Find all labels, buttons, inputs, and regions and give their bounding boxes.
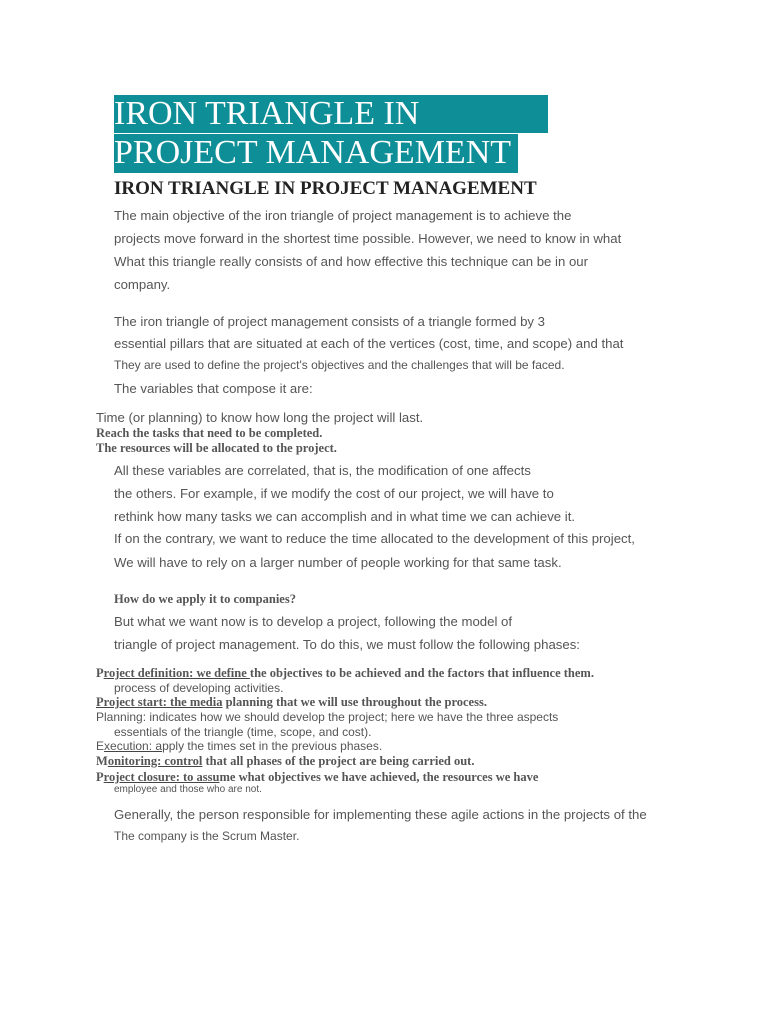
closing-line: Generally, the person responsible for implementing these agile actions in the projects of the	[114, 807, 647, 822]
correlated-line: the others. For example, if we modify the cost of our project, we will have to	[114, 486, 554, 501]
phase-text: E	[96, 739, 105, 753]
phase-text: M	[96, 754, 108, 768]
correlated-line: If on the contrary, we want to reduce the time allocated to the development of this project,	[114, 531, 635, 546]
variable-item-resources	[92, 441, 337, 456]
title-line-2: PROJECT MANAGEMENT	[114, 134, 518, 173]
phase-text: planning that we will use throughout the process.	[222, 695, 487, 709]
phase-text: the objectives to be achieved and the factors that influence them.	[249, 666, 594, 680]
phase-monitoring	[92, 754, 474, 769]
phase-text: Project start: the media	[96, 695, 223, 709]
correlated-line: We will have to rely on a larger number of people working for that same task.	[114, 555, 562, 570]
variable-item-time	[92, 410, 423, 425]
variable-text: Reach the tasks that need to be completed.	[96, 426, 323, 440]
correlated-line: All these variables are correlated, that is, the modification of one affects	[114, 463, 531, 478]
phase-text: onitoring: control	[107, 754, 203, 768]
phase-closure	[92, 770, 538, 785]
pillars-line: The iron triangle of project management consists of a triangle formed by 3	[114, 314, 546, 329]
correlated-line: rethink how many tasks we can accomplish and in what time we can achieve it.	[114, 509, 576, 524]
phase-execution	[92, 739, 382, 753]
apply-line: triangle of project management. To do this, we must follow the following phases:	[114, 637, 580, 652]
phase-closure-cont: employee and those who are not.	[114, 784, 262, 795]
phase-text: P	[96, 666, 104, 680]
pillars-line: The variables that compose it are:	[114, 381, 313, 396]
title-line-1: IRON TRIANGLE IN	[114, 95, 548, 133]
phase-text: that all phases of the project are being carried out.	[202, 754, 475, 768]
phase-definition-cont: process of developing activities.	[114, 681, 284, 695]
intro-line: What this triangle really consists of and how effective this technique can be in our	[114, 254, 589, 269]
phase-definition	[92, 666, 594, 681]
phase-text: Planning: indicates how we should develop the project; here we have the three aspects	[96, 710, 559, 724]
variable-item-reach	[92, 426, 322, 441]
closing-line: The company is the Scrum Master.	[114, 829, 300, 843]
phase-text: pply the times set in the previous phases.	[162, 739, 383, 753]
intro-line: projects move forward in the shortest time possible. However, we need to know in what	[114, 231, 622, 246]
apply-heading: How do we apply it to companies?	[114, 592, 296, 606]
phase-text: roject definition: we define	[103, 666, 250, 680]
intro-line: The main objective of the iron triangle of project management is to achieve the	[114, 208, 572, 223]
phase-planning-cont: essentials of the triangle (time, scope, and cost).	[114, 725, 372, 739]
phase-start	[92, 695, 487, 710]
intro-line: company.	[114, 277, 171, 292]
variable-text: The resources will be allocated to the project.	[96, 441, 337, 455]
pillars-line: They are used to define the project's objectives and the challenges that will be faced.	[114, 358, 565, 372]
apply-line: But what we want now is to develop a project, following the model of	[114, 614, 513, 629]
variable-text: Time (or planning) to know how long the project will last.	[96, 410, 424, 425]
phase-planning	[92, 710, 558, 724]
pillars-line: essential pillars that are situated at each of the vertices (cost, time, and scope) and that	[114, 336, 624, 351]
phase-text: xecution: a	[104, 739, 163, 753]
subtitle: IRON TRIANGLE IN PROJECT MANAGEMENT	[114, 178, 537, 199]
phase-text: P	[96, 770, 104, 784]
phase-text: me what objectives we have achieved, the resources we have	[219, 770, 539, 784]
phase-text: roject closure: to assu	[103, 770, 220, 784]
